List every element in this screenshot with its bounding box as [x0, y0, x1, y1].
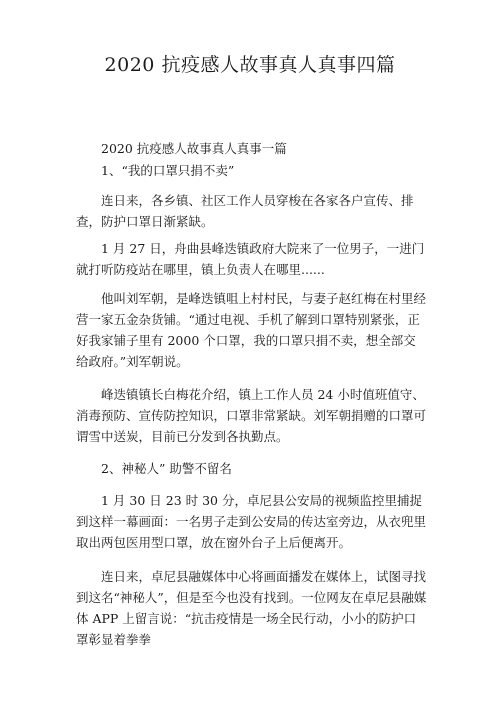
paragraph-2: 1 月 27 日，舟曲县峰迭镇政府大院来了一位男子，一进门就打听防疫站在哪里，镇上负责人在哪里......	[76, 241, 425, 277]
section-heading: 2020 抗疫感人故事真人真事一篇	[101, 141, 287, 156]
document-title: 2020 抗疫感人故事真人真事四篇	[104, 54, 396, 76]
paragraph-3: 他叫刘军朝，是峰迭镇咀上村村民，与妻子赵红梅在村里经营一家五金杂货铺。“通过电视、手机了解到口罩特别紧张，正好我家铺子里有 2000 个口罩，我的口罩只捐不卖，想全部交给政府。”刘军朝说。	[76, 291, 427, 369]
paragraph-1: 连日来，各乡镇、社区工作人员穿梭在各家各户宣传、排查，防护口罩日渐紧缺。	[76, 193, 414, 229]
paragraph-5: 1 月 30 日 23 时 30 分，卓尼县公安局的视频监控里捕捉到这样一幕画面：一名男子走到公安局的传达室旁边，从衣兜里取出两包医用型口罩，放在窗外台子上后便离开。	[76, 493, 427, 550]
story-heading-2: 2、神秘人” 助警不留名	[101, 461, 232, 476]
paragraph-6: 连日来，卓尼县融媒体中心将画面播发在媒体上，试图寻找到这名“神秘人”，但是至今也没有找到。一位网友在卓尼县融媒体 APP 上留言说：“抗击疫情是一场全民行动，小小的防护口罩彰显着拳拳	[76, 569, 427, 647]
story-heading-1: 1、“我的口罩只捐不卖”	[101, 163, 235, 178]
paragraph-4: 峰迭镇镇长白梅花介绍，镇上工作人员 24 小时值班值守、消毒预防、宣传防控知识，口罩非常紧缺。刘军朝捐赠的口罩可谓雪中送炭，目前已分发到各执勤点。	[76, 387, 427, 444]
